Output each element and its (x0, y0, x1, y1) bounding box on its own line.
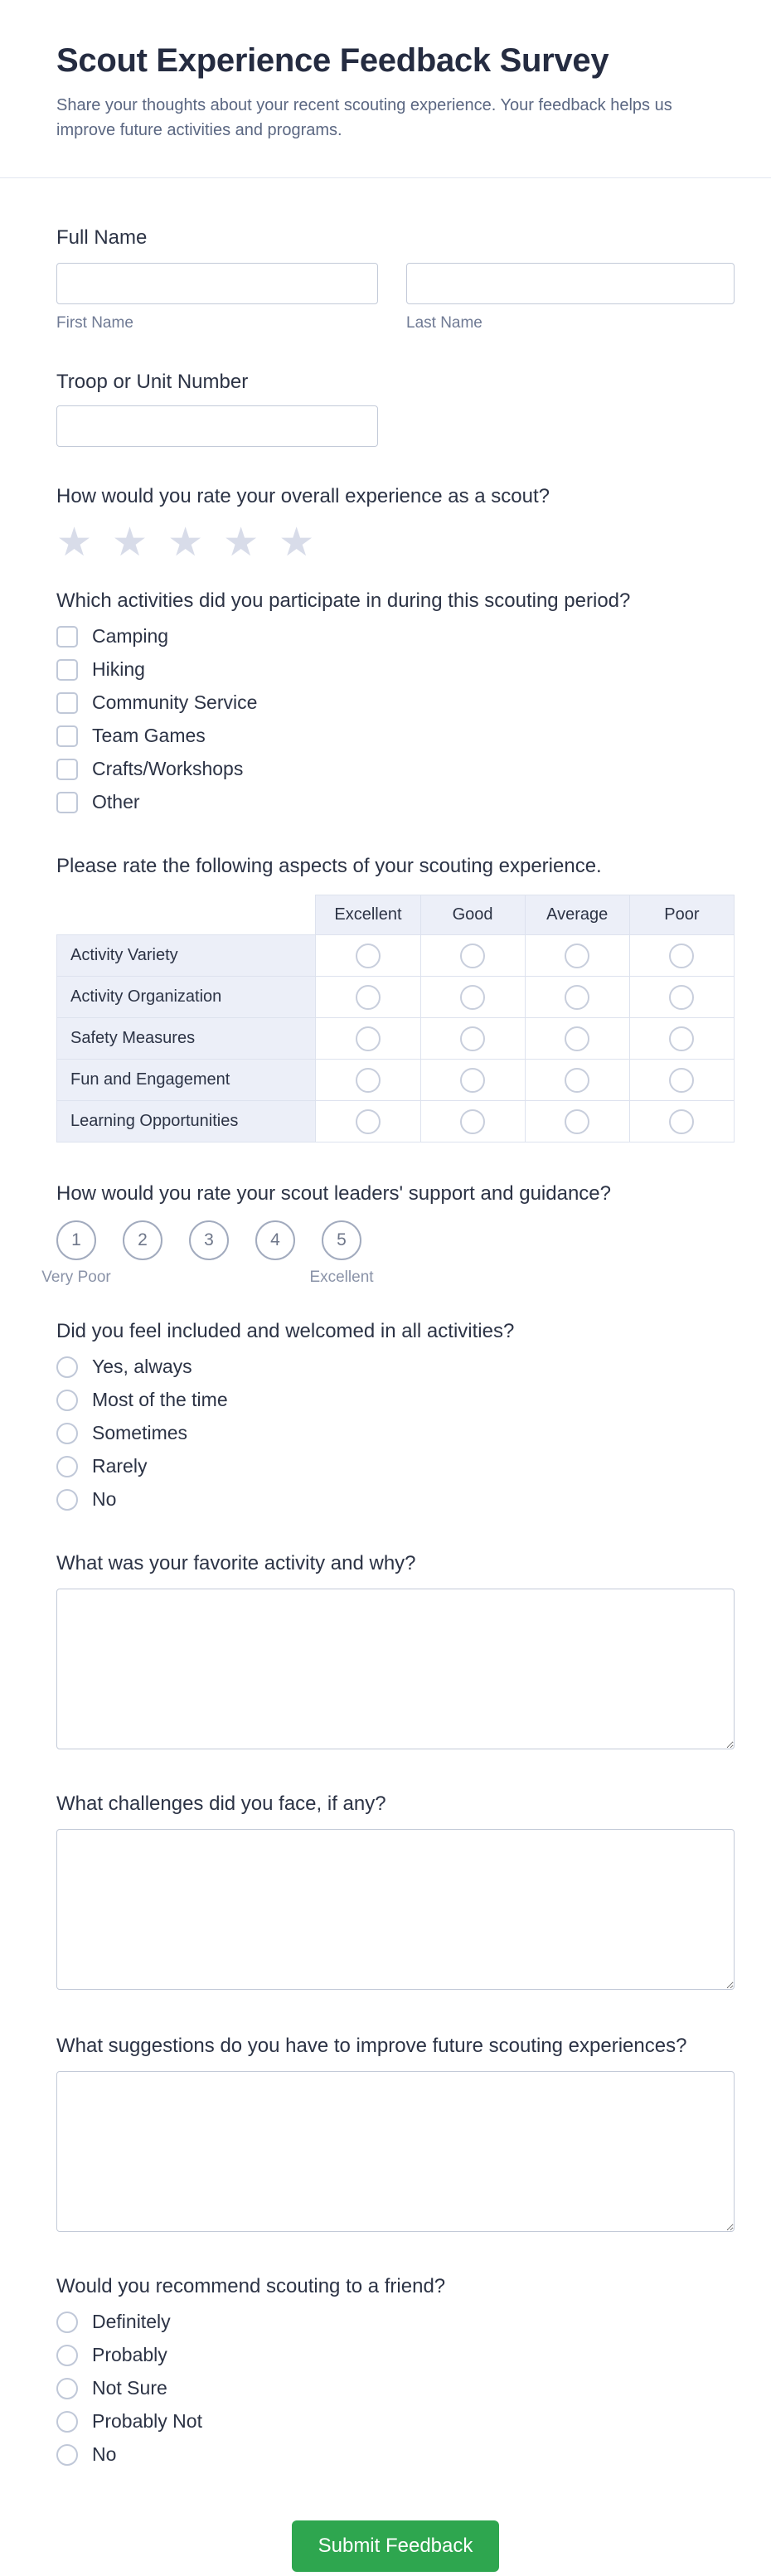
favorite-activity-textarea[interactable] (56, 1589, 735, 1749)
matrix-row-label: Fun and Engagement (57, 1060, 316, 1101)
question-full-name (56, 225, 735, 332)
matrix-cell (316, 1060, 420, 1101)
matrix-cell (316, 977, 420, 1018)
option-label: Hiking (92, 658, 145, 680)
radio-button[interactable] (565, 1109, 589, 1134)
option-label: Rarely (92, 1455, 148, 1477)
checkbox[interactable] (56, 725, 78, 747)
scale-min-label: Very Poor (41, 1269, 111, 1286)
matrix-row-label: Activity Variety (57, 935, 316, 977)
question-rating-matrix (56, 853, 735, 1142)
star-icon[interactable]: ★ (279, 521, 315, 565)
overall-rating-label: How would you rate your overall experience as a scout? (56, 485, 550, 507)
name-row (56, 263, 735, 332)
matrix-column-header: Average (525, 895, 629, 935)
included-label: Did you feel included and welcomed in all activities? (56, 1320, 515, 1342)
radio-option[interactable] (56, 1422, 735, 1444)
question-overall-rating (56, 483, 735, 563)
star-icon[interactable]: ★ (167, 521, 204, 565)
radio-option[interactable] (56, 2377, 735, 2399)
challenges-textarea[interactable] (56, 1829, 735, 1990)
radio-button[interactable] (56, 2378, 78, 2399)
matrix-row (57, 1060, 735, 1101)
scale-row (56, 1220, 735, 1260)
option-label: Camping (92, 625, 169, 647)
last-name-sublabel: Last Name (406, 314, 482, 332)
last-name-input[interactable] (406, 263, 735, 304)
matrix-column-header: Good (420, 895, 525, 935)
checkbox-option[interactable] (56, 758, 735, 780)
checkbox[interactable] (56, 659, 78, 681)
question-troop-number (56, 369, 735, 447)
radio-button[interactable] (669, 944, 694, 968)
option-label: Most of the time (92, 1389, 228, 1410)
radio-button[interactable] (669, 1026, 694, 1051)
radio-button[interactable] (669, 1068, 694, 1093)
checkbox-option[interactable] (56, 691, 735, 714)
option-label: Team Games (92, 725, 206, 746)
star-icon[interactable]: ★ (112, 521, 148, 565)
full-name-label: Full Name (56, 226, 148, 249)
matrix-row-label: Safety Measures (57, 1018, 316, 1060)
radio-button[interactable] (565, 985, 589, 1010)
suggestions-label: What suggestions do you have to improve future scouting experiences? (56, 2035, 687, 2057)
radio-button[interactable] (56, 1423, 78, 1444)
first-name-input[interactable] (56, 263, 378, 304)
matrix-row (57, 1018, 735, 1060)
submit-row (56, 2520, 735, 2572)
radio-button[interactable] (460, 985, 485, 1010)
option-label: Probably (92, 2344, 167, 2365)
matrix-corner-cell (57, 895, 316, 935)
matrix-cell (316, 1101, 420, 1142)
page-title: Scout Experience Feedback Survey (56, 42, 609, 79)
radio-option[interactable] (56, 2311, 735, 2333)
option-label: No (92, 2443, 117, 2465)
radio-button[interactable] (460, 1068, 485, 1093)
checkbox[interactable] (56, 692, 78, 714)
matrix-cell (629, 1060, 734, 1101)
radio-button[interactable] (460, 1026, 485, 1051)
radio-button[interactable] (669, 1109, 694, 1134)
star-icon[interactable]: ★ (56, 521, 93, 565)
radio-option[interactable] (56, 2344, 735, 2366)
suggestions-textarea[interactable] (56, 2071, 735, 2232)
radio-option[interactable] (56, 1389, 735, 1411)
option-label: Crafts/Workshops (92, 758, 244, 779)
radio-button[interactable] (565, 944, 589, 968)
matrix-cell (629, 935, 734, 977)
matrix-row-label: Activity Organization (57, 977, 316, 1018)
matrix-cell (316, 1018, 420, 1060)
matrix-label: Please rate the following aspects of your scouting experience. (56, 855, 602, 877)
matrix-cell (525, 935, 629, 977)
troop-number-label: Troop or Unit Number (56, 371, 249, 393)
last-name-column (406, 263, 735, 332)
scale-option-3[interactable]: 3 (189, 1220, 229, 1260)
challenges-label: What challenges did you face, if any? (56, 1793, 386, 1815)
checkbox-option[interactable] (56, 791, 735, 813)
matrix-cell (420, 935, 525, 977)
radio-option[interactable] (56, 1488, 735, 1511)
radio-option[interactable] (56, 2410, 735, 2433)
option-label: Other (92, 791, 140, 813)
radio-button[interactable] (565, 1026, 589, 1051)
question-included (56, 1318, 735, 1511)
matrix-cell (525, 1018, 629, 1060)
matrix-header-row (57, 895, 735, 935)
question-recommend (56, 2273, 735, 2466)
question-challenges (56, 1791, 735, 1990)
radio-button[interactable] (356, 1026, 381, 1051)
radio-button[interactable] (56, 2444, 78, 2466)
question-suggestions (56, 2033, 735, 2232)
matrix-column-header: Excellent (316, 895, 420, 935)
matrix-cell (420, 1018, 525, 1060)
scale-option-4[interactable]: 4 (255, 1220, 295, 1260)
matrix-column-header: Poor (629, 895, 734, 935)
submit-button[interactable]: Submit Feedback (292, 2520, 500, 2572)
option-label: Community Service (92, 691, 258, 713)
matrix-cell (525, 1101, 629, 1142)
radio-button[interactable] (56, 2411, 78, 2433)
form-header (0, 0, 771, 178)
radio-option[interactable] (56, 1356, 735, 1378)
troop-number-input[interactable] (56, 405, 378, 447)
radio-button[interactable] (56, 1456, 78, 1477)
question-leader-support (41, 1181, 735, 1288)
option-label: No (92, 1488, 117, 1510)
checkbox-option[interactable] (56, 625, 735, 648)
star-rating (56, 523, 735, 563)
radio-button[interactable] (356, 944, 381, 968)
scale-option-5[interactable]: 5 (322, 1220, 361, 1260)
scale-option-2[interactable]: 2 (123, 1220, 162, 1260)
radio-option[interactable] (56, 2443, 735, 2466)
radio-button[interactable] (56, 2345, 78, 2366)
leader-support-label: How would you rate your scout leaders' support and guidance? (56, 1182, 611, 1205)
option-label: Definitely (92, 2311, 171, 2332)
option-label: Sometimes (92, 1422, 188, 1443)
scale-labels (41, 1269, 374, 1288)
form-body (0, 225, 771, 2576)
matrix-cell (525, 977, 629, 1018)
radio-button[interactable] (356, 1068, 381, 1093)
rating-matrix (56, 895, 735, 1142)
matrix-cell (316, 935, 420, 977)
question-favorite-activity (56, 1550, 735, 1749)
matrix-cell (629, 1018, 734, 1060)
activities-label: Which activities did you participate in during this scouting period? (56, 589, 631, 612)
matrix-cell (629, 1101, 734, 1142)
radio-button[interactable] (460, 944, 485, 968)
radio-option[interactable] (56, 1455, 735, 1477)
radio-button[interactable] (56, 1390, 78, 1411)
page-subtitle: Share your thoughts about your recent scouting experience. Your feedback helps us improve future activities and programs. (56, 96, 672, 139)
first-name-sublabel: First Name (56, 314, 133, 332)
matrix-row-label: Learning Opportunities (57, 1101, 316, 1142)
radio-button[interactable] (565, 1068, 589, 1093)
recommend-label: Would you recommend scouting to a friend? (56, 2275, 446, 2297)
checkbox[interactable] (56, 792, 78, 813)
radio-button[interactable] (56, 1356, 78, 1378)
star-icon[interactable]: ★ (223, 521, 259, 565)
scale-option-1[interactable]: 1 (56, 1220, 96, 1260)
matrix-cell (525, 1060, 629, 1101)
checkbox-option[interactable] (56, 658, 735, 681)
first-name-column (56, 263, 378, 332)
option-label: Not Sure (92, 2377, 167, 2399)
radio-button[interactable] (56, 1489, 78, 1511)
matrix-cell (420, 977, 525, 1018)
option-label: Probably Not (92, 2410, 202, 2432)
matrix-cell (629, 977, 734, 1018)
scale-max-label: Excellent (309, 1269, 374, 1286)
matrix-cell (420, 1060, 525, 1101)
matrix-cell (420, 1101, 525, 1142)
checkbox[interactable] (56, 759, 78, 780)
radio-button[interactable] (356, 1109, 381, 1134)
radio-button[interactable] (356, 985, 381, 1010)
checkbox[interactable] (56, 626, 78, 648)
radio-button[interactable] (460, 1109, 485, 1134)
favorite-activity-label: What was your favorite activity and why? (56, 1552, 416, 1574)
question-activities (56, 588, 735, 813)
option-label: Yes, always (92, 1356, 192, 1377)
radio-button[interactable] (669, 985, 694, 1010)
matrix-row (57, 977, 735, 1018)
matrix-row (57, 1101, 735, 1142)
checkbox-option[interactable] (56, 725, 735, 747)
matrix-row (57, 935, 735, 977)
radio-button[interactable] (56, 2312, 78, 2333)
